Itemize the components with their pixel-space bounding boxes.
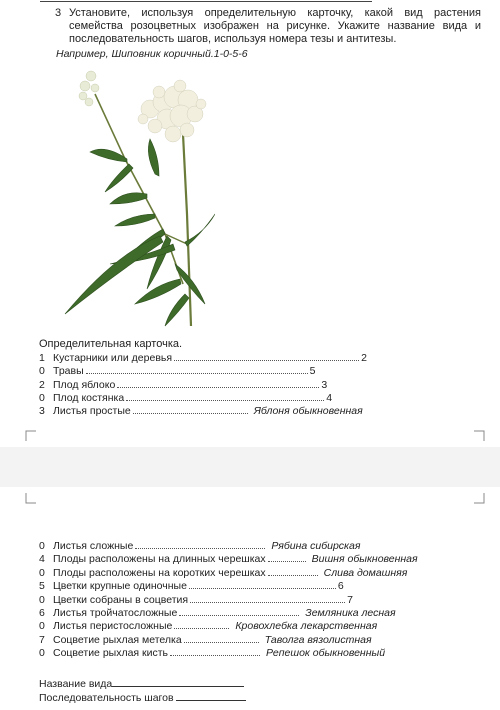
row-label: Плоды расположены на длинных черешках [53, 553, 266, 566]
row-species-answer: Яблоня обыкновенная [253, 405, 363, 418]
row-species-answer: Таволга вязолистная [264, 633, 372, 646]
card-row [39, 552, 418, 566]
row-leader-dots [189, 579, 336, 589]
page-corner-mark-right [473, 430, 485, 442]
row-leader-dots [170, 646, 260, 656]
row-leader-dots [174, 351, 359, 361]
card-row [39, 378, 327, 392]
row-step-number: 7 [39, 633, 45, 646]
row-leader-dots [268, 552, 306, 562]
row-species-answer: Рябина сибирская [271, 540, 361, 552]
row-leader-dots [174, 619, 229, 629]
row-label: Соцветие рыхлая метелка [53, 633, 182, 646]
row-goto-step: 3 [321, 378, 328, 391]
row-step-number: 0 [39, 391, 45, 404]
row-goto-step: 5 [309, 365, 316, 378]
row-species-answer: Кровохлебка лекарственная [235, 620, 378, 633]
page-gap [0, 447, 500, 487]
row-leader-dots [268, 566, 318, 576]
page-corner-mark-left [25, 430, 37, 442]
page-corner-mark-right-bottom [473, 492, 485, 504]
row-step-number: 6 [39, 607, 45, 619]
species-field [39, 676, 244, 690]
species-answer-line[interactable] [112, 676, 244, 687]
species-label: Название вида [39, 678, 113, 690]
row-goto-step: 6 [337, 580, 344, 593]
card-row [39, 351, 367, 365]
card-title: Определительная карточка. [39, 338, 183, 350]
row-label: Листья тройчатосложные [53, 607, 178, 619]
row-step-number: 4 [39, 553, 45, 566]
card-row [39, 593, 353, 607]
row-step-number: 5 [39, 580, 45, 593]
card-row [39, 619, 377, 633]
plant-illustration [55, 64, 215, 334]
page-corner-mark-left-bottom [25, 492, 37, 504]
row-label: Соцветие рыхлая кисть [53, 647, 169, 660]
row-label: Кустарники или деревья [53, 352, 173, 364]
card-row [39, 404, 363, 418]
row-leader-dots [86, 364, 308, 374]
row-goto-step: 2 [361, 352, 367, 364]
row-goto-step: 7 [347, 593, 353, 606]
row-label: Плод яблоко [53, 378, 116, 391]
row-species-answer: Вишня обыкновенная [311, 553, 418, 566]
card-row [39, 539, 360, 553]
row-leader-dots [179, 606, 299, 616]
task-number: 3 [55, 7, 62, 19]
row-step-number: 0 [39, 593, 45, 606]
row-label: Травы [53, 365, 84, 378]
row-leader-dots [126, 391, 324, 401]
row-leader-dots [190, 593, 345, 603]
task-text: Установите, используя определительную карточку, какой вид растения семейства розоцветных изображен на рисунке. Укажите название вида и последовательность шагов, используя номера тезы и антитезы. [69, 7, 481, 45]
row-label: Листья простые [53, 405, 131, 418]
row-leader-dots [184, 633, 259, 643]
row-step-number: 3 [39, 405, 45, 418]
row-label: Листья перистосложные [53, 620, 173, 633]
row-step-number: 0 [39, 647, 45, 660]
row-leader-dots [135, 539, 265, 549]
row-leader-dots [117, 378, 319, 388]
row-species-answer: Земляника лесная [305, 607, 396, 619]
card-row [39, 633, 372, 647]
card-row [39, 606, 396, 620]
sequence-label: Последовательность шагов [39, 692, 174, 704]
task-example: Например, Шиповник коричный.1-0-5-6 [56, 48, 248, 60]
row-step-number: 0 [39, 540, 45, 552]
row-label: Цветки крупные одиночные [53, 580, 187, 593]
row-label: Листья сложные [53, 540, 134, 552]
card-row [39, 566, 407, 580]
row-step-number: 0 [39, 365, 45, 378]
row-species-answer: Репешок обыкновенный [266, 647, 386, 660]
sequence-answer-line[interactable] [176, 690, 246, 701]
card-row [39, 364, 315, 378]
row-step-number: 2 [39, 378, 45, 391]
row-label: Цветки собраны в соцветия [53, 593, 189, 606]
row-label: Плод костянка [53, 391, 125, 404]
row-step-number: 1 [39, 352, 45, 364]
card-row [39, 579, 344, 593]
top-divider [40, 1, 372, 2]
sequence-field [39, 690, 246, 704]
row-label: Плоды расположены на коротких черешках [53, 566, 266, 579]
row-step-number: 0 [39, 566, 45, 579]
card-row [39, 391, 332, 405]
row-species-answer: Слива домашняя [323, 566, 408, 579]
row-step-number: 0 [39, 620, 45, 633]
row-goto-step: 4 [326, 391, 333, 404]
row-leader-dots [133, 404, 248, 414]
card-row [39, 646, 385, 660]
